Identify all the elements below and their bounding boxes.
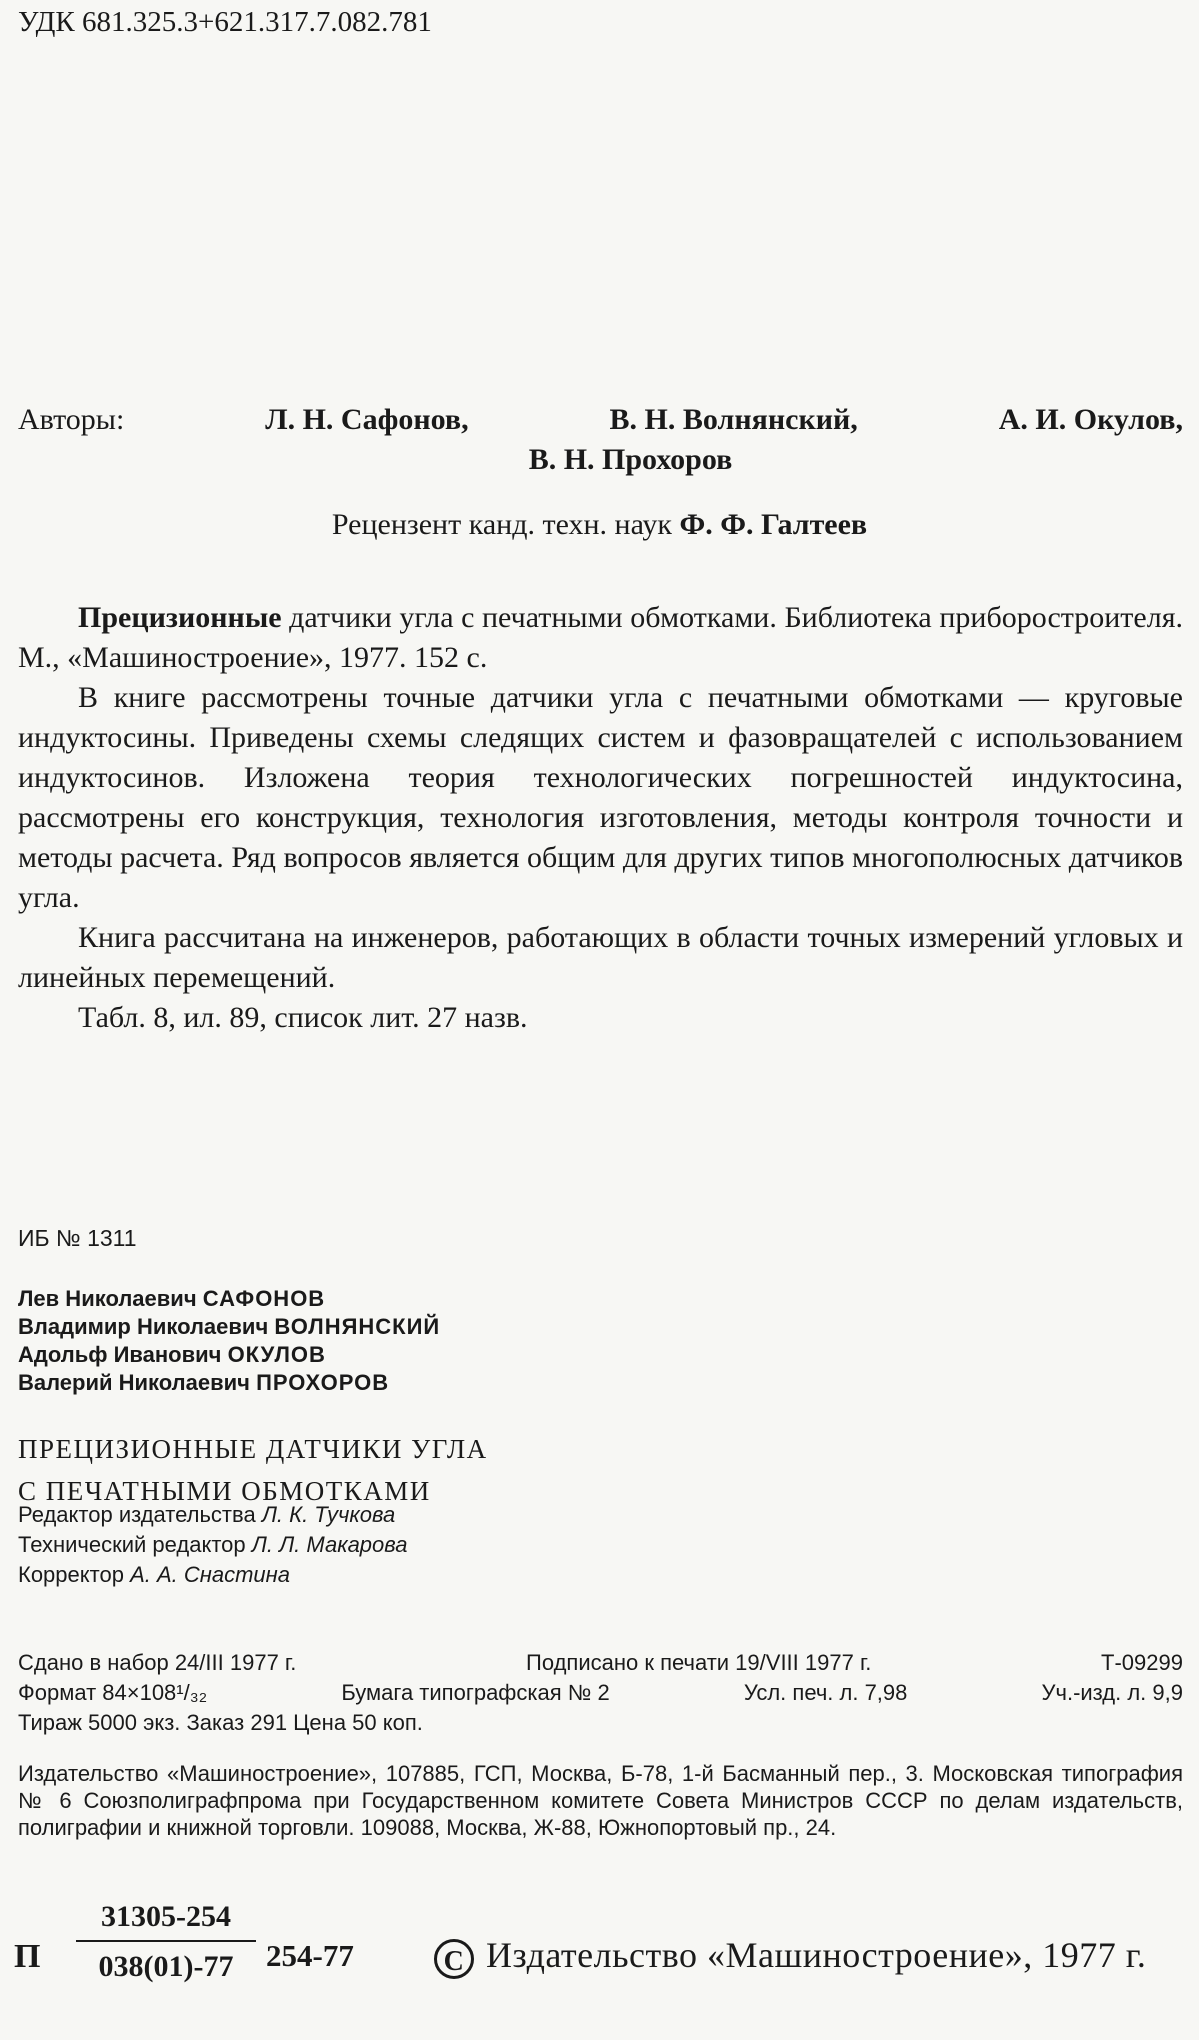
copyright-text: Издательство «Машиностроение», 1977 г. [486,1935,1147,1975]
annotation-paragraph-3: Книга рассчитана на инженеров, работающих в области точных измерений угловых и линейных перемещений. [18,921,1183,994]
authors-label: Авторы: [18,403,125,436]
author-2: В. Н. Волнянский, [609,403,858,436]
author-3: А. И. Окулов, [998,403,1183,436]
person-4: Валерий Николаевич ПРОХОРОВ [18,1370,390,1395]
authors-full-names [18,1285,440,1397]
staff-tech-editor: Технический редактор Л. Л. Макарова [18,1532,408,1557]
imprint-fraction [76,1900,256,1984]
person-3: Адольф Иванович ОКУЛОВ [18,1342,326,1367]
publisher-info: Издательство «Машиностроение», 107885, ГСП, Москва, Б-78, 1-й Басманный пер., 3. Московская типография № 6 Союзполиграфпрома при Государственном комитете Совета Министров СССР по делам издательств, полиграфии и книжной торговли. 109088, Москва, Ж-88, Южнопортовый пр., 24. [18,1761,1183,1840]
imprint-code: 254-77 [266,1938,354,1973]
editorial-staff [18,1500,408,1590]
annotation-lead-bold: Прецизионные [78,601,282,634]
annotation [18,598,1183,1038]
person-1: Лев Николаевич САФОНОВ [18,1286,326,1311]
book-title-line-1: ПРЕЦИЗИОННЫЕ ДАТЧИКИ УГЛА [18,1434,488,1464]
printing-line-2: Формат 84×108¹/₃₂ Бумага типографская № 2 Усл. печ. л. 7,98 Уч.-изд. л. 9,9 [18,1680,1183,1705]
annotation-lead-rest: датчики угла с печатными обмотками. Библиотека приборостроителя. М., «Машиностроение», 1977. 152 с. [18,601,1183,674]
staff-editor: Редактор издательства Л. К. Тучкова [18,1502,396,1527]
staff-corrector: Корректор А. А. Снастина [18,1562,290,1587]
reviewer-name: Ф. Ф. Галтеев [679,508,868,541]
ib-number: ИБ № 1311 [18,1225,137,1251]
authors-block [18,400,1183,480]
annotation-bibliographic [18,598,1183,678]
printing-details [18,1648,1183,1738]
book-title-line-2: С ПЕЧАТНЫМИ ОБМОТКАМИ [18,1476,431,1506]
author-1: Л. Н. Сафонов, [265,403,469,436]
udk-code: УДК 681.325.3+621.317.7.082.781 [18,6,432,38]
person-2: Владимир Николаевич ВОЛНЯНСКИЙ [18,1314,441,1339]
reviewer-prefix: Рецензент канд. техн. наук [331,508,672,541]
author-4: В. Н. Прохоров [528,443,733,476]
copyright-line [434,1934,1146,1979]
reviewer-line [0,508,1199,542]
copyright-icon: C [434,1939,474,1979]
imprint-letter: П [14,1938,41,1975]
printing-line-1: Сдано в набор 24/III 1977 г. Подписано к печати 19/VIII 1977 г. Т-09299 [18,1650,1183,1675]
imprint-numerator: 31305-254 [76,1900,256,1942]
annotation-paragraph-2: В книге рассмотрены точные датчики угла с печатными обмотками — круговые индуктосины. Приведены схемы следящих систем и фазовращателей с использованием индуктосинов. Изложена теория технологических погрешностей индуктосина, рассмотрены его конструкция, технология изготовления, методы контроля точности и методы расчета. Ряд вопросов является общим для других типов многополюсных датчиков угла. [18,681,1183,914]
annotation-paragraph-4: Табл. 8, ил. 89, список лит. 27 назв. [78,1001,528,1034]
imprint-denominator: 038(01)-77 [98,1950,234,1983]
imprint [14,1900,1189,2020]
printing-line-3: Тираж 5000 экз. Заказ 291 Цена 50 коп. [18,1710,423,1735]
